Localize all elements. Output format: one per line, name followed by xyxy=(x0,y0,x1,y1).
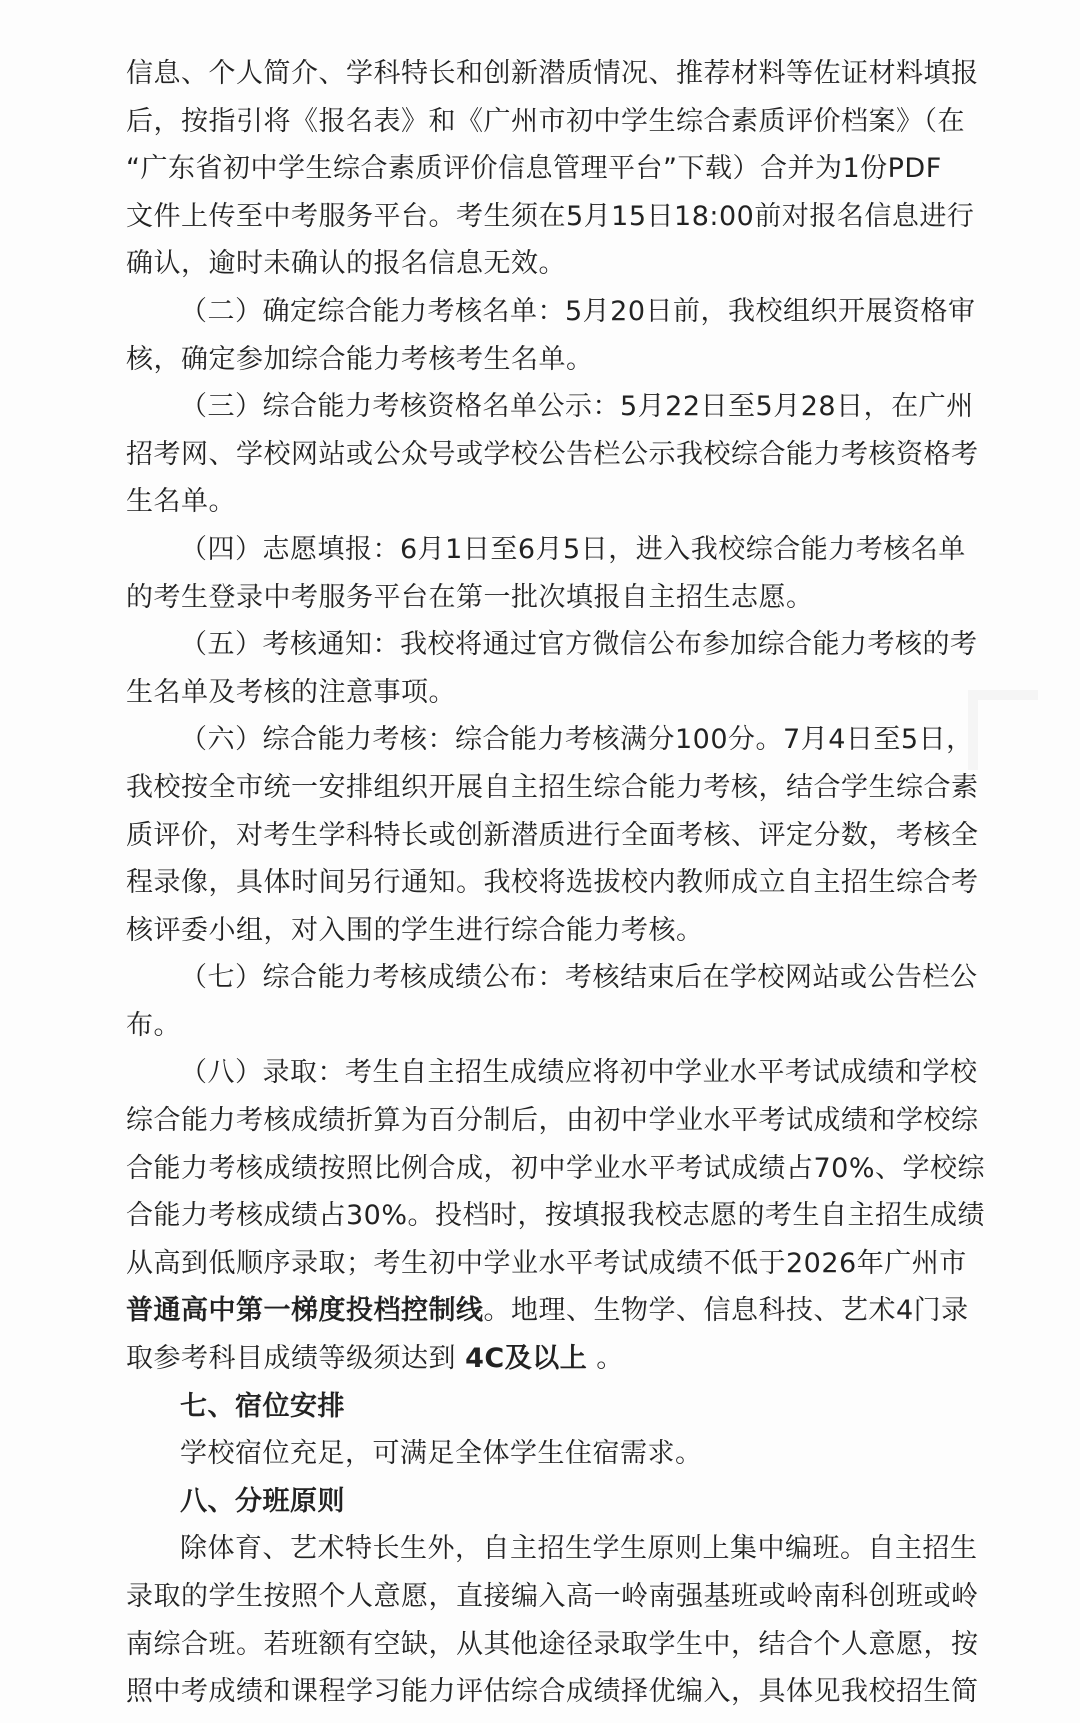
item-3-line: （三）综合能力考核资格名单公示：5月22日至5月28日，在广州 xyxy=(180,391,974,423)
grade-requirement-emphasis: 4C及以上 xyxy=(465,1343,588,1375)
item-8-line: （八）录取：考生自主招生成绩应将初中学业水平考试成绩和学校 xyxy=(180,1057,978,1089)
section-8-line: 南综合班。若班额有空缺，从其他途径录取学生中，结合个人意愿，按 xyxy=(126,1628,979,1660)
text-line-mixed xyxy=(126,1335,962,1383)
document-body xyxy=(126,50,986,1716)
section-7-body: 学校宿位充足，可满足全体学生住宿需求。 xyxy=(180,1438,703,1470)
section-8-line: 录取的学生按照个人意愿，直接编入高一岭南强基班或岭南科创班或岭 xyxy=(126,1581,979,1612)
control-line-emphasis: 普通高中第一梯度投档控制线 xyxy=(126,1295,484,1327)
item-4-line: （四）志愿填报：6月1日至6月5日，进入我校综合能力考核名单 xyxy=(180,533,966,565)
text-line: 合能力考核成绩按照比例合成，初中学业水平考试成绩占70%、学校综 xyxy=(126,1152,986,1184)
text-line: 确认，逾时未确认的报名信息无效。 xyxy=(126,248,566,280)
item-5-line: （五）考核通知：我校将通过官方微信公布参加综合能力考核的考 xyxy=(180,629,978,661)
text-segment: 。地理、生物学、信息科技、艺术4门录 xyxy=(483,1295,969,1327)
corner-artifact xyxy=(968,690,1038,770)
section-8-line: 除体育、艺术特长生外，自主招生学生原则上集中编班。自主招生 xyxy=(180,1533,978,1565)
text-line: 程录像，具体时间另行通知。我校将选拔校内教师成立自主招生综合考 xyxy=(126,867,979,899)
item-6-line: （六）综合能力考核：综合能力考核满分100分。7月4日至5日， xyxy=(180,724,974,756)
item-7-line: （七）综合能力考核成绩公布：考核结束后在学校网站或公告栏公 xyxy=(180,962,978,994)
text-line: 生名单及考核的注意事项。 xyxy=(126,676,456,708)
text-segment: 取参考科目成绩等级须达到 xyxy=(126,1343,466,1375)
text-line: 生名单。 xyxy=(126,486,236,518)
text-line: 质评价，对考生学科特长或创新潜质进行全面考核、评定分数，考核全 xyxy=(126,819,979,851)
section-8-heading: 八、分班原则 xyxy=(180,1485,345,1517)
text-line: 文件上传至中考服务平台。考生须在5月15日18:00前对报名信息进行 xyxy=(126,200,975,232)
text-line: 信息、个人简介、学科特长和创新潜质情况、推荐材料等佐证材料填报 xyxy=(126,58,979,89)
text-line: “广东省初中学生综合素质评价信息管理平台”下载）合并为1份PDF xyxy=(126,153,942,185)
text-line: 核评委小组，对入围的学生进行综合能力考核。 xyxy=(126,914,704,946)
text-line-mixed xyxy=(126,1287,969,1335)
text-line: 综合能力考核成绩折算为百分制后，由初中学业水平考试成绩和学校综 xyxy=(126,1105,979,1137)
text-line: 招考网、学校网站或公众号或学校公告栏公示我校综合能力考核资格考 xyxy=(126,438,979,470)
item-2-line: （二）确定综合能力考核名单：5月20日前，我校组织开展资格审 xyxy=(180,295,976,327)
text-line: 后，按指引将《报名表》和《广州市初中学生综合素质评价档案》（在 xyxy=(126,105,965,137)
text-line: 从高到低顺序录取；考生初中学业水平考试成绩不低于2026年广州市 xyxy=(126,1247,967,1279)
section-7-heading: 七、宿位安排 xyxy=(180,1390,345,1422)
text-line: 我校按全市统一安排组织开展自主招生综合能力考核，结合学生综合素 xyxy=(126,771,979,803)
section-8-line: 照中考成绩和课程学习能力评估综合成绩择优编入，具体见我校招生简 xyxy=(126,1676,979,1708)
text-line: 的考生登录中考服务平台在第一批次填报自主招生志愿。 xyxy=(126,581,814,613)
text-line: 布。 xyxy=(126,1009,181,1041)
text-line: 核，确定参加综合能力考核考生名单。 xyxy=(126,343,594,375)
text-segment: 。 xyxy=(587,1343,624,1375)
text-line: 合能力考核成绩占30%。投档时，按填报我校志愿的考生自主招生成绩 xyxy=(126,1200,986,1232)
